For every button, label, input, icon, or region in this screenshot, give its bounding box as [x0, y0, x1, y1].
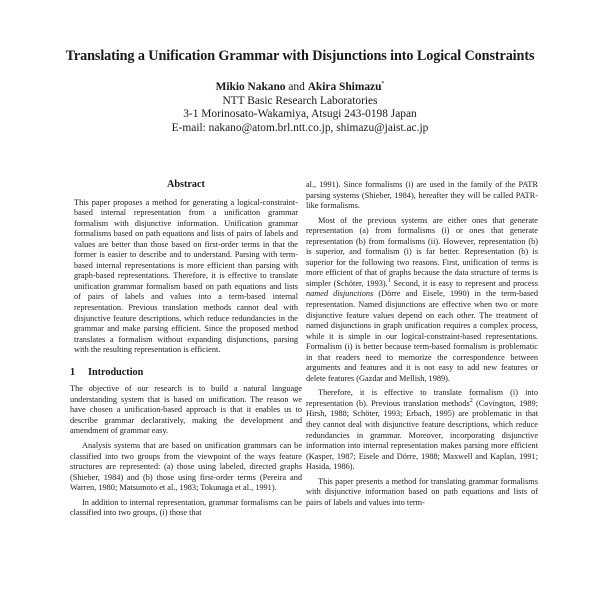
author-block [0, 81, 600, 135]
section-title: Introduction [88, 366, 144, 378]
right-paragraph-3 [306, 388, 538, 472]
footnote-mark-2: 2 [469, 398, 473, 405]
right-paragraph-2-c: (Dörre and Eisele, 1990) in the term-based representation. Named disjunctions are effective when two or more disjunctive feature values depend on each other. The treatment of named disjunctions in graph unification requires a complex process, while it is simple in our logical-constraint-based representations. Formalism (i) is better because term-based formalism is problematic in that readers need to memorize the correspondence between arguments and features and it is not easy to add new features or delete features (Gazdar and Mellish, 1989). [306, 289, 539, 383]
section-number: 1 [70, 366, 76, 378]
right-paragraph-2-a: Most of the previous systems are either ones that generate representation (a) from formalisms (i) or ones that generate representation (b) from formalisms (ii). However, representation (b) is superior, and formalism (i) is far better. Representation (b) is superior for the following two reasons. First, unification of terms is more efficient of that of graphs because the data structure of terms is simpler (Schöter, 1993). [306, 215, 538, 288]
paper-title: Translating a Unification Grammar with Disjunctions into Logical Constraints [65, 48, 535, 64]
abstract-heading: Abstract [167, 179, 205, 190]
right-paragraph-1: al., 1991). Since formalisms (i) are used in the family of the PATR parsing systems (Shieber, 1984), hereafter they will be called PATR-like formalisms. [306, 180, 538, 211]
affiliation-institution: NTT Basic Research Laboratories [222, 94, 378, 107]
affiliation-email: E-mail: nakano@atom.brl.ntt.co.jp, shimazu@jaist.ac.jp [171, 121, 429, 134]
author-2: Akira Shimazu [307, 81, 382, 93]
author-1: Mikio Nakano [215, 81, 286, 93]
named-disjunctions-term: named disjunctions [306, 289, 374, 299]
intro-paragraph-1: The objective of our research is to build a natural language understanding system that is based on unification. The reason we have chosen a unification-based approach is that it enables us to describe grammar declaratively, making the development and amendment of grammar easy. [70, 384, 302, 436]
right-paragraph-3-b: (Covington, 1989; Hirsh, 1988; Schöter, 1993; Erbach, 1995) are problematic in that they cannot deal with disjunctive feature descriptions, which reduce redundancies in grammar. Moreover, incorporating disjunctive information into internal representation makes parsing more efficient (Kasper, 1987; Eisele and Dörre, 1988; Maxwell and Kaplan, 1991; Hasida, 1986). [306, 398, 539, 472]
section-heading-introduction [70, 368, 302, 379]
left-column [70, 180, 302, 523]
intro-paragraph-2: Analysis systems that are based on unification grammars can be classified into two groups from the viewpoint of the ways feature structures are represented: (a) those using labeled, directed graphs (Shieber, 1984) and (b) those using first-order terms (Pereira and Warren, 1980; Matsumoto et al., 1983; Tokunaga et al., 1991). [70, 441, 302, 493]
author-conjunction: and [288, 81, 305, 93]
affiliation-address: 3-1 Morinosato-Wakamiya, Atsugi 243-0198 Japan [183, 108, 417, 121]
footnote-mark-1: 1 [387, 278, 391, 285]
right-paragraph-2-b: Second, it is easy to represent and process [390, 278, 538, 288]
author-2-footnote-mark: * [381, 81, 385, 88]
right-paragraph-2 [306, 216, 538, 385]
author-names [0, 81, 600, 95]
intro-paragraph-3: In addition to internal representation, grammar formalisms can be classified into two groups, (i) those that [70, 497, 302, 518]
right-column [306, 180, 538, 512]
right-paragraph-3-a: Therefore, it is effective to translate formalism (i) into representation (b). Previous translation methods [306, 388, 538, 408]
right-paragraph-4: This paper presents a method for translating grammar formalisms with disjunctive information based on path equations and lists of pairs of labels and values into term- [306, 476, 538, 507]
abstract-text: This paper proposes a method for generating a logical-constraint-based internal representation from a unification grammar formalism with disjunctive information. Unification grammar formalisms based on path equations and lists of pairs of labels and values are better than those based on first-order terms in that the former is easier to describe and to understand. Parsing with term-based internal representations is more efficient than parsing with graph-based representations. Therefore, it is effective to translate unification grammar formalism based on path equations and lists of pairs of labels and values into a term-based internal representation. Previous translation methods cannot deal with disjunctive feature descriptions, which reduce redundancies in the grammar and make parsing efficient. Since the proposed method translates a formalism without expanding disjunctions, parsing with the resulting representation is efficient. [74, 197, 298, 355]
